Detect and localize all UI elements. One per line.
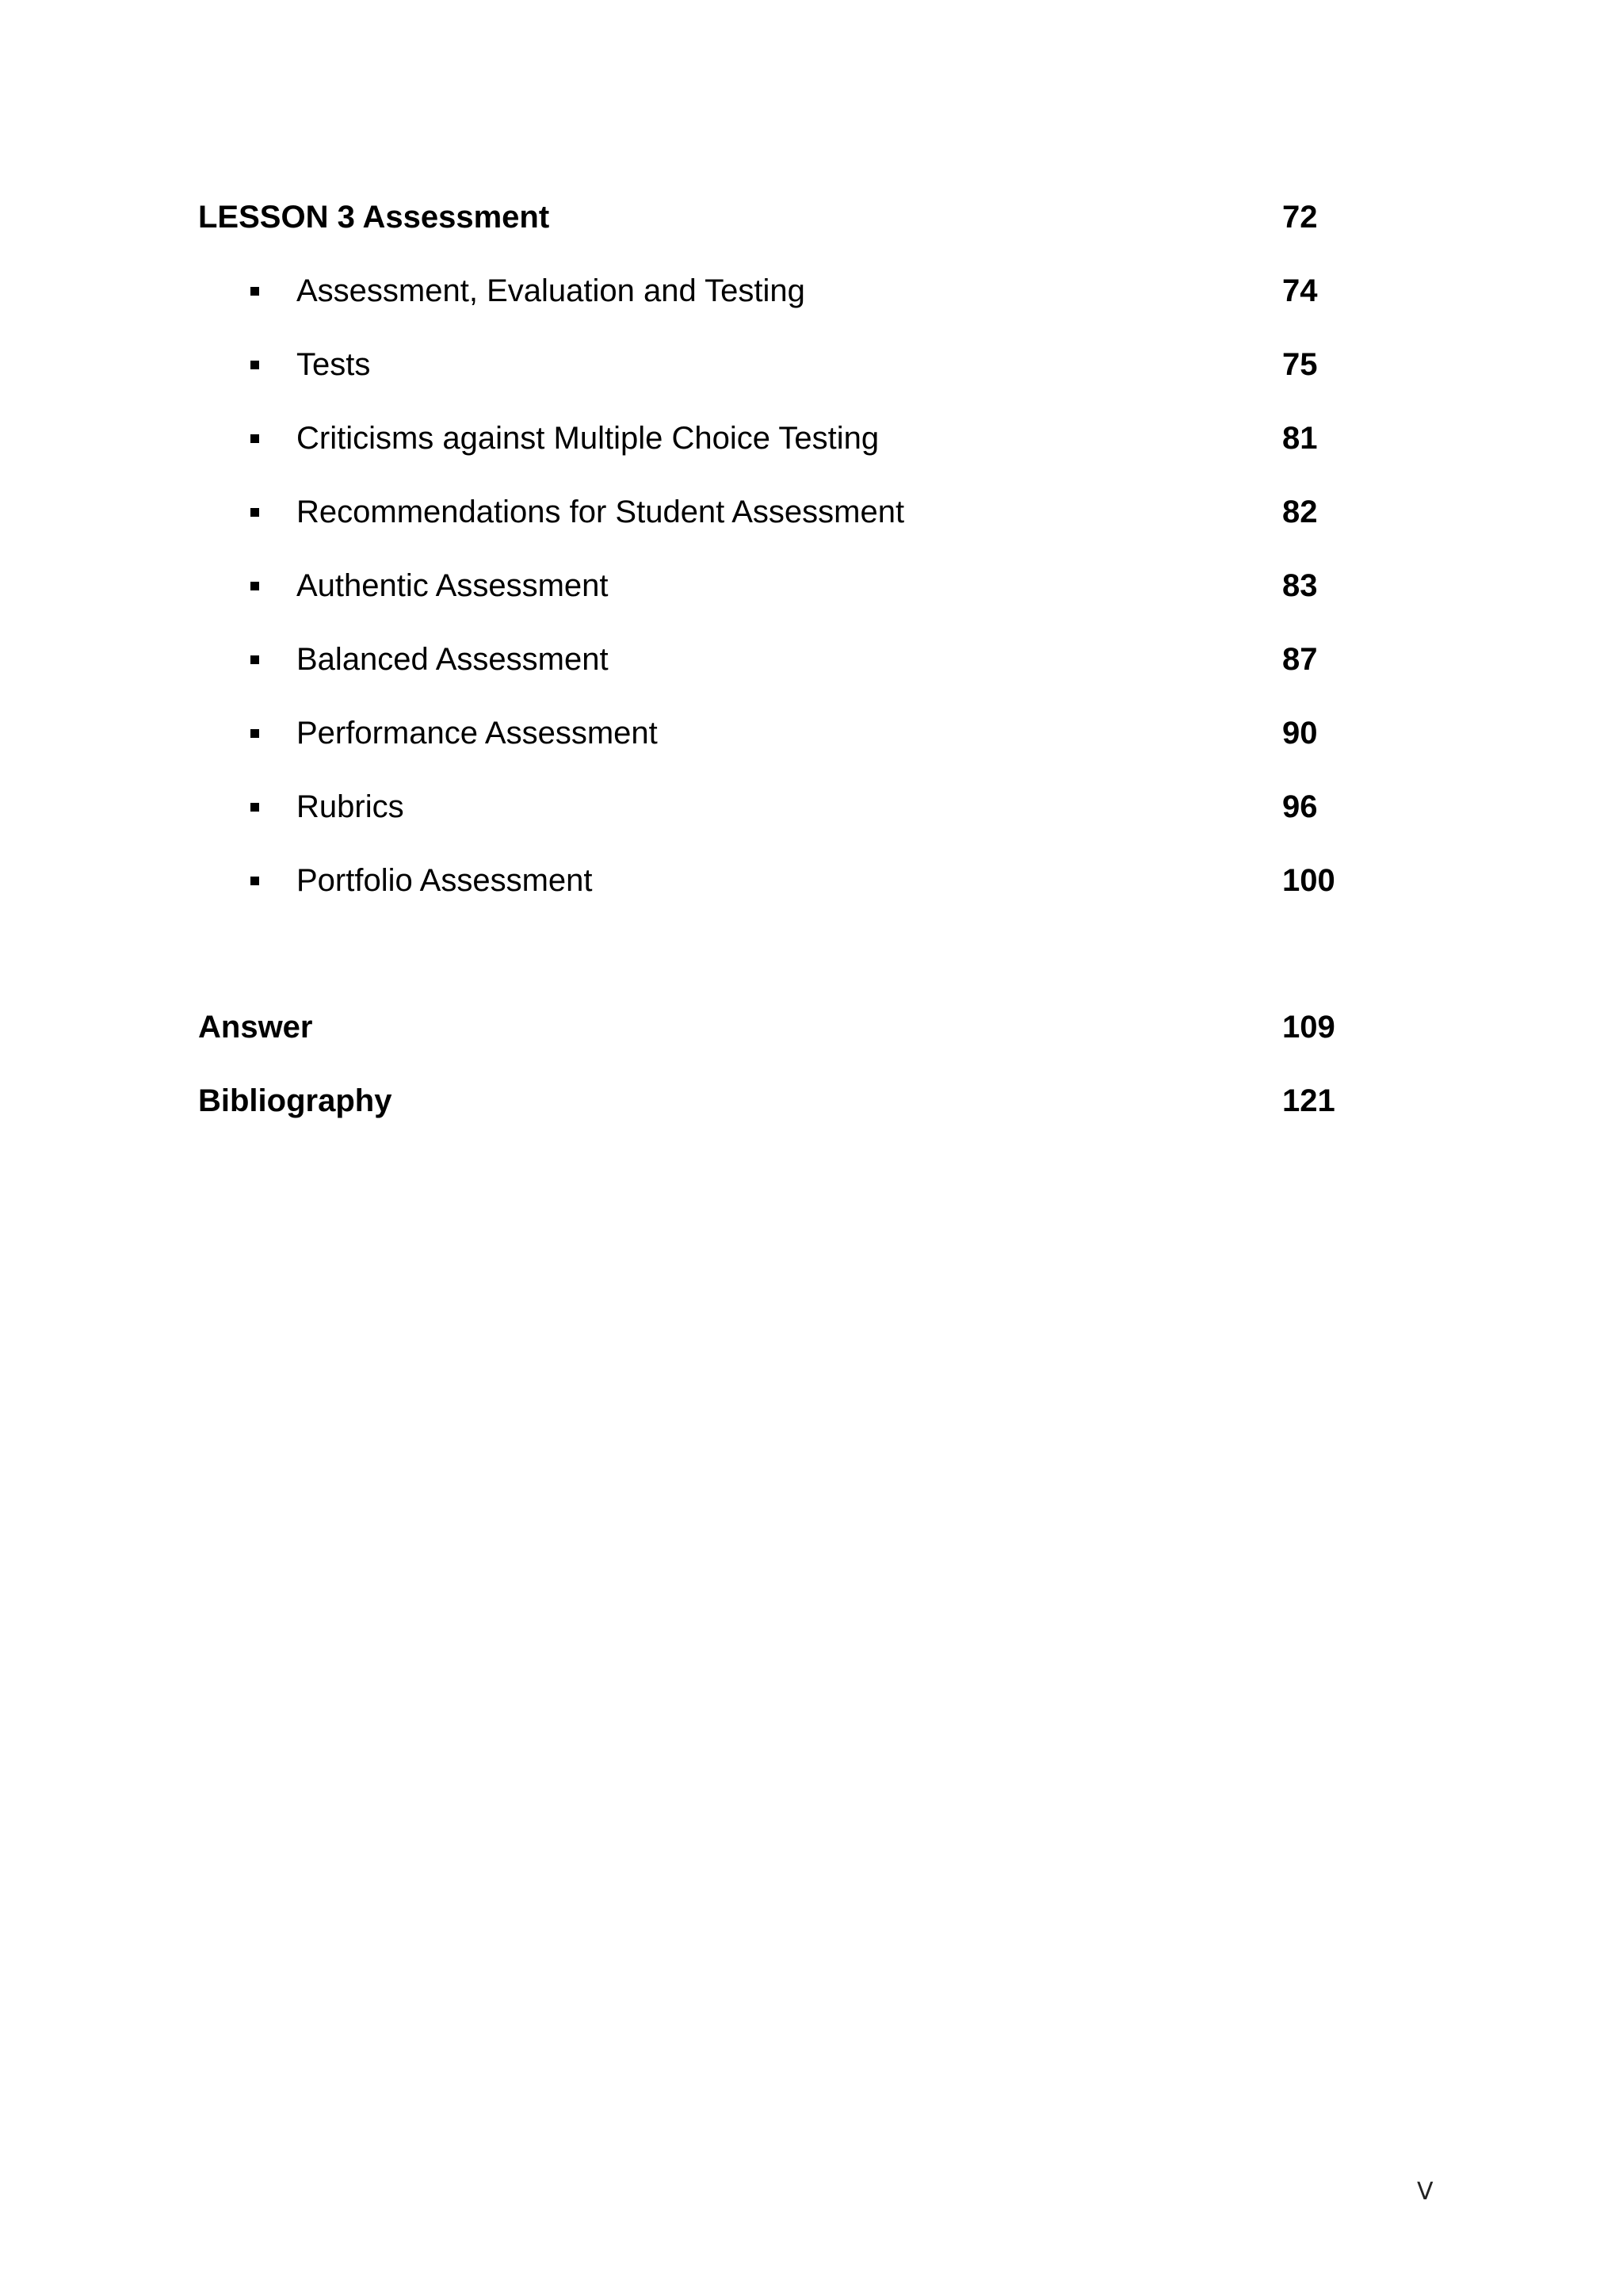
square-bullet-icon bbox=[250, 287, 259, 296]
toc-entry-bibliography bbox=[198, 1077, 1347, 1125]
toc-entry-page: 72 bbox=[1282, 200, 1318, 235]
toc-subentry-page: 100 bbox=[1282, 863, 1335, 898]
toc-subentry bbox=[198, 488, 1347, 536]
toc-subentry bbox=[198, 415, 1347, 462]
toc-subentry-page: 90 bbox=[1282, 716, 1318, 751]
toc-subentry-page: 83 bbox=[1282, 568, 1318, 603]
toc-subentry bbox=[198, 783, 1347, 831]
toc-subentry bbox=[198, 267, 1347, 315]
toc-subentry-title: Performance Assessment bbox=[296, 716, 658, 751]
square-bullet-icon bbox=[250, 655, 259, 664]
toc-subentry bbox=[198, 562, 1347, 609]
toc-entry-answer bbox=[198, 1003, 1347, 1051]
toc-entry-lesson-3 bbox=[198, 193, 1347, 241]
square-bullet-icon bbox=[250, 508, 259, 517]
toc-subentry-title: Criticisms against Multiple Choice Testing bbox=[296, 421, 880, 456]
toc-entry-title: LESSON 3 Assessment bbox=[198, 200, 550, 235]
toc-entry-page: 121 bbox=[1282, 1083, 1335, 1118]
toc-subentry bbox=[198, 341, 1347, 388]
toc-subentry-page: 96 bbox=[1282, 789, 1318, 824]
toc-entry-title: Bibliography bbox=[198, 1083, 392, 1118]
toc-subentry-page: 81 bbox=[1282, 421, 1318, 456]
page-number: V bbox=[1417, 2178, 1434, 2206]
toc-subentry-title: Balanced Assessment bbox=[296, 642, 609, 677]
square-bullet-icon bbox=[250, 729, 259, 738]
toc-subentry-page: 75 bbox=[1282, 347, 1318, 382]
toc-subentry-title: Tests bbox=[296, 347, 371, 382]
toc-subentry bbox=[198, 857, 1347, 904]
toc-subentry-title: Recommendations for Student Assessment bbox=[296, 495, 905, 529]
toc-subentry-title: Assessment, Evaluation and Testing bbox=[296, 273, 805, 308]
toc-subentry-title: Portfolio Assessment bbox=[296, 863, 593, 898]
square-bullet-icon bbox=[250, 803, 259, 812]
toc-entry-title: Answer bbox=[198, 1010, 313, 1045]
toc-subentry-title: Rubrics bbox=[296, 789, 404, 824]
square-bullet-icon bbox=[250, 434, 259, 443]
toc-subentry-page: 74 bbox=[1282, 273, 1318, 308]
toc-subentry-page: 87 bbox=[1282, 642, 1318, 677]
toc-entry-page: 109 bbox=[1282, 1010, 1335, 1045]
toc-subentry-page: 82 bbox=[1282, 495, 1318, 529]
square-bullet-icon bbox=[250, 877, 259, 885]
toc-subentry-title: Authentic Assessment bbox=[296, 568, 609, 603]
square-bullet-icon bbox=[250, 361, 259, 369]
toc-subentry bbox=[198, 636, 1347, 683]
square-bullet-icon bbox=[250, 582, 259, 590]
toc-subentry bbox=[198, 709, 1347, 757]
